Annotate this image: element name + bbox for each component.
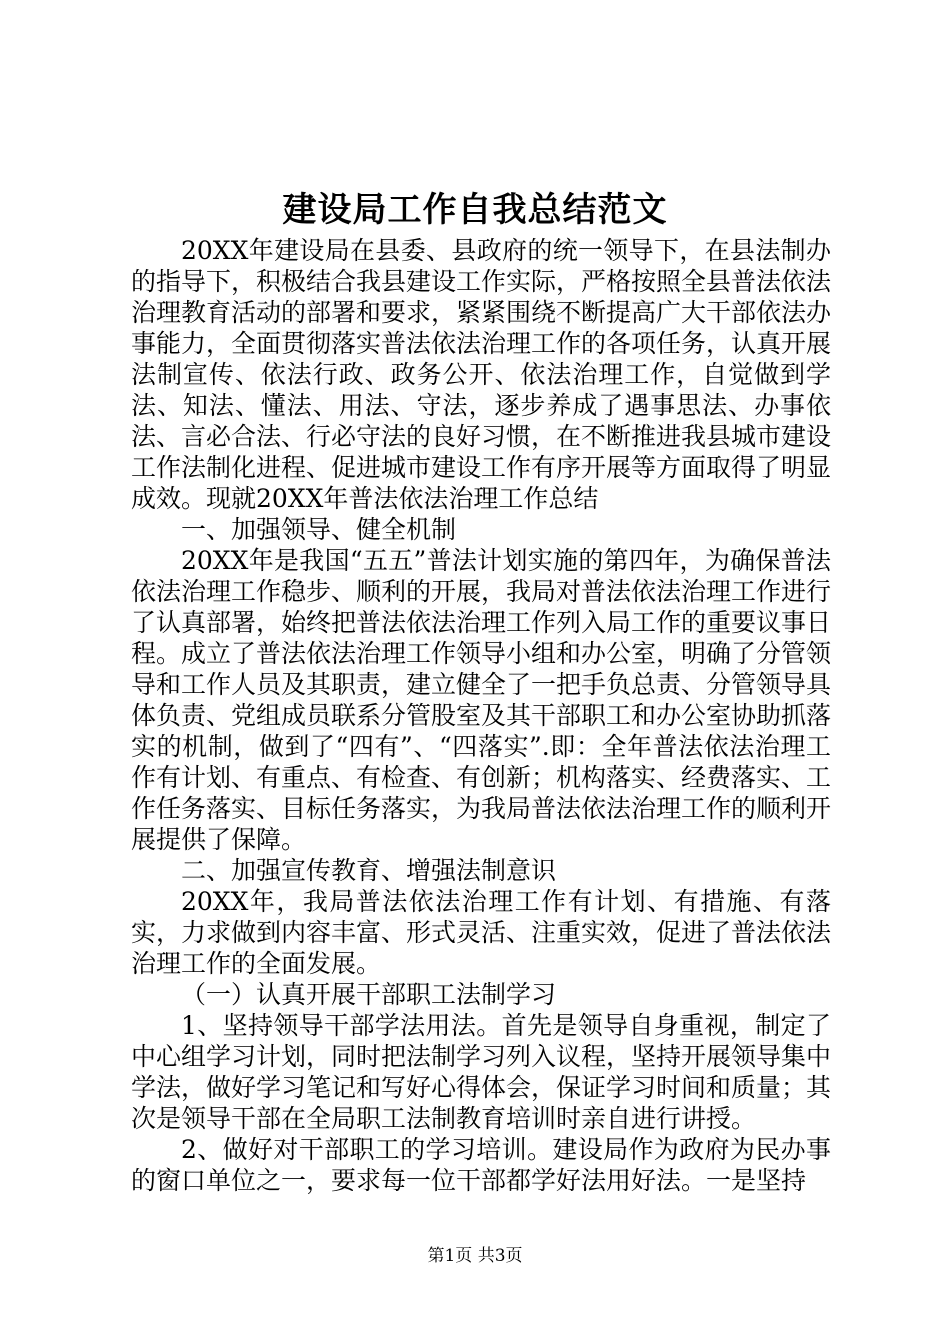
document-title: 建设局工作自我总结范文 [282, 190, 668, 230]
paragraph-section-1: 20XX年是我国“五五”普法计划实施的第四年，为确保普法依法治理工作稳步、顺利的开展，我局对普法依法治理工作进行了认真部署，始终把普法依法治理工作列入局工作的重要议事日程。成立了普法依法治理工作领导小组和办公室，明确了分管领导和工作人员及其职责，建立健全了一把手负总责、分管领导具体负责、党组成员联系分管股室及其干部职工和办公室协助抓落实的机制，做到了“四有”、“四落实”.即：全年普法依法治理工作有计划、有重点、有检查、有创新；机构落实、经费落实、工作任务落实、目标任务落实，为我局普法依法治理工作的顺利开展提供了保障。 [131, 546, 832, 854]
page-number-footer: 第1页 共3页 [427, 1246, 523, 1266]
paragraph-item-1: 1、坚持领导干部学法用法。首先是领导自身重视，制定了中心组学习计划，同时把法制学习列入议程，坚持开展领导集中学法，做好学习笔记和写好心得体会，保证学习时间和质量；其次是领导干部在全局职工法制教育培训时亲自进行讲授。 [131, 1011, 832, 1133]
paragraph-section-2: 20XX年，我局普法依法治理工作有计划、有措施、有落实，力求做到内容丰富、形式灵活、注重实效，促进了普法依法治理工作的全面发展。 [131, 887, 832, 978]
paragraph-intro: 20XX年建设局在县委、县政府的统一领导下，在县法制办的指导下，积极结合我县建设工作实际，严格按照全县普法依法治理教育活动的部署和要求，紧紧围绕不断提高广大干部依法办事能力，全面贯彻落实普法依法治理工作的各项任务，认真开展法制宣传、依法行政、政务公开、依法治理工作，自觉做到学法、知法、懂法、用法、守法，逐步养成了遇事思法、办事依法、言必合法、行必守法的良好习惯，在不断推进我县城市建设工作法制化进程、促进城市建设工作有序开展等方面取得了明显成效。现就20XX年普法依法治理工作总结 [131, 236, 832, 513]
document-body [131, 235, 831, 1196]
section-heading-2: 二、加强宣传教育、增强法制意识 [181, 856, 557, 885]
subsection-heading-1: （一）认真开展干部职工法制学习 [181, 980, 557, 1009]
paragraph-item-2: 2、做好对干部职工的学习培训。建设局作为政府为民办事的窗口单位之一，要求每一位干部都学好法用好法。一是坚持 [131, 1135, 831, 1195]
section-heading-1: 一、加强领导、健全机制 [181, 515, 457, 544]
